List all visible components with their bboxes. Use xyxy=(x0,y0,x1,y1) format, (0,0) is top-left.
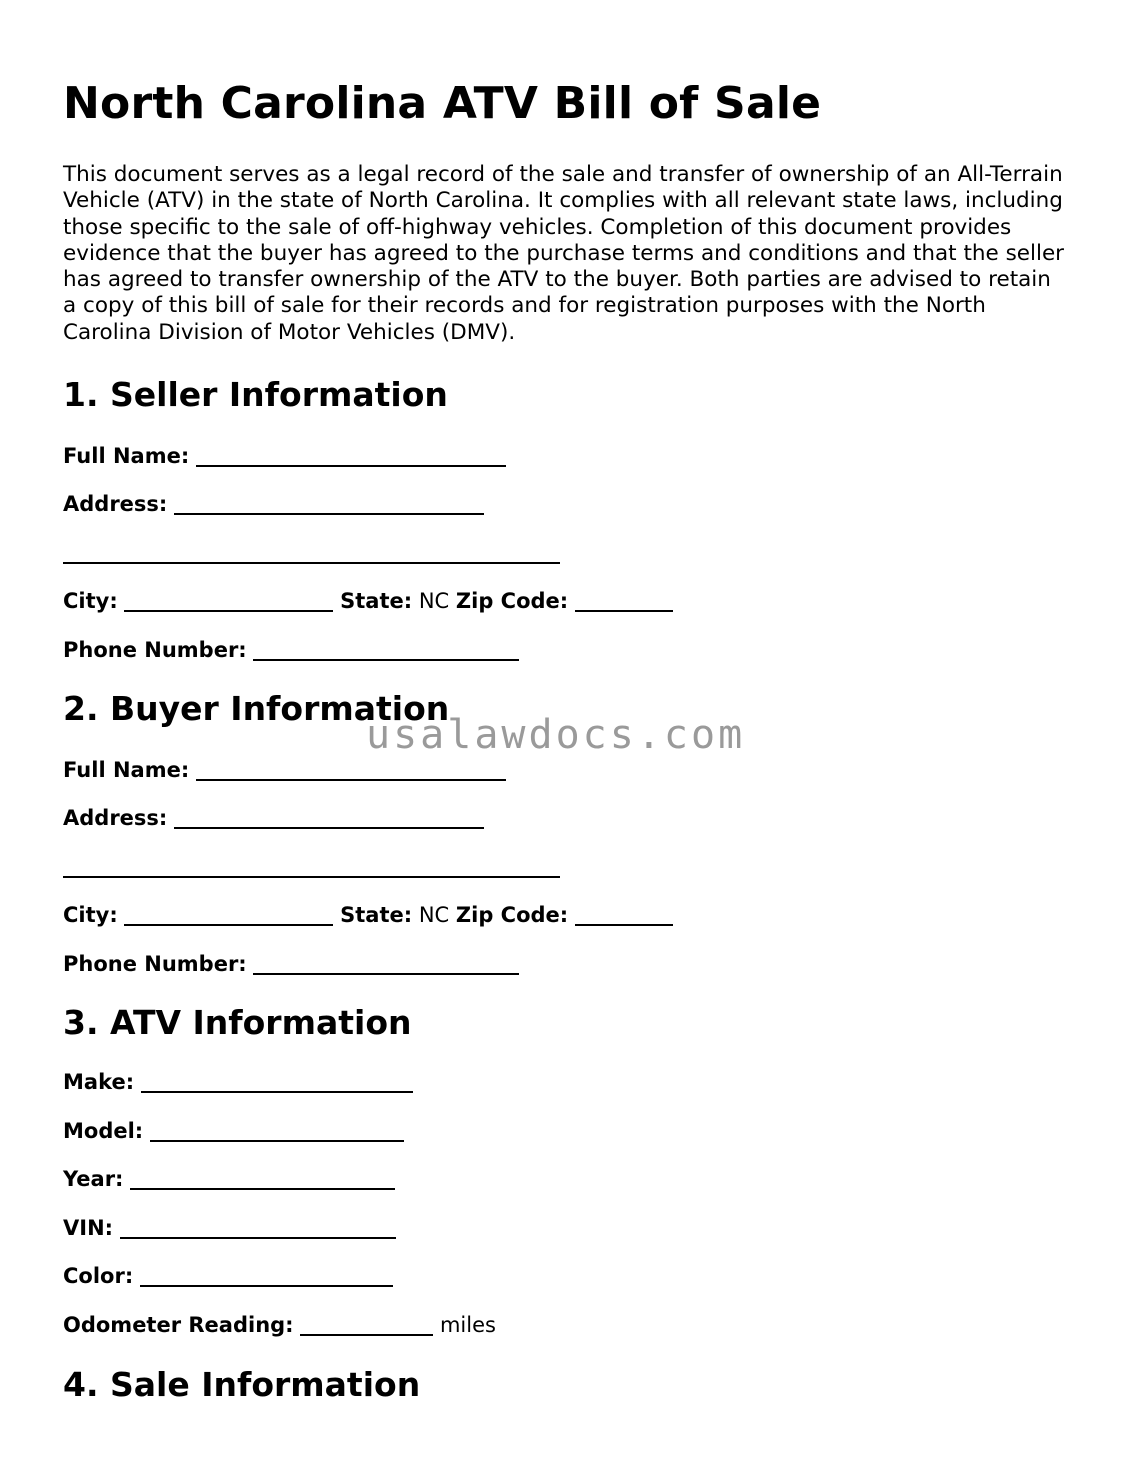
buyer-address-label: Address: xyxy=(63,806,168,830)
sale-section-heading: 4. Sale Information xyxy=(63,1365,421,1404)
atv-year-label: Year: xyxy=(63,1167,124,1191)
buyer-state-label: State: xyxy=(340,903,413,927)
atv-model-field xyxy=(63,1118,404,1144)
seller-phone-field xyxy=(63,637,519,663)
atv-vin-input[interactable] xyxy=(120,1217,396,1239)
seller-city-input[interactable] xyxy=(124,590,333,612)
buyer-zip-input[interactable] xyxy=(575,904,673,926)
buyer-full-name-field xyxy=(63,757,506,783)
atv-color-input[interactable] xyxy=(140,1265,393,1287)
seller-address-line2-input[interactable] xyxy=(63,542,560,564)
seller-state-label: State: xyxy=(340,589,413,613)
buyer-state-value: NC xyxy=(418,903,450,927)
atv-make-input[interactable] xyxy=(141,1071,413,1093)
seller-address-label: Address: xyxy=(63,492,168,516)
buyer-city-label: City: xyxy=(63,903,118,927)
seller-address-line2-field xyxy=(63,540,560,566)
buyer-phone-label: Phone Number: xyxy=(63,952,247,976)
atv-color-label: Color: xyxy=(63,1264,134,1288)
seller-full-name-label: Full Name: xyxy=(63,444,190,468)
buyer-full-name-label: Full Name: xyxy=(63,758,190,782)
seller-state-value: NC xyxy=(418,589,450,613)
atv-vin-label: VIN: xyxy=(63,1216,114,1240)
atv-make-field xyxy=(63,1069,413,1095)
atv-odometer-label: Odometer Reading: xyxy=(63,1313,294,1337)
seller-full-name-input[interactable] xyxy=(196,445,506,467)
seller-zip-label: Zip Code: xyxy=(455,589,569,613)
intro-paragraph: This document serves as a legal record of the sale and transfer of ownership of an All-Terrain Vehicle (ATV) in the state of North Carolina. It complies with all relevant state laws, including those specific to the sale of off-highway vehicles. Completion of this document provides evidence that the buyer has agreed to the purchase terms and conditions and that the seller has agreed to transfer ownership of the ATV to the buyer. Both parties are advised to retain a copy of this bill of sale for their records and for registration purposes with the North Carolina Division of Motor Vehicles (DMV). xyxy=(63,162,1065,345)
buyer-address-line2-input[interactable] xyxy=(63,856,560,878)
seller-city-state-zip-field xyxy=(63,588,673,614)
atv-year-input[interactable] xyxy=(130,1168,395,1190)
buyer-address-line2-field xyxy=(63,854,560,880)
seller-full-name-field xyxy=(63,443,506,469)
atv-model-input[interactable] xyxy=(150,1120,404,1142)
atv-odometer-unit: miles xyxy=(439,1313,496,1337)
seller-address-input[interactable] xyxy=(174,493,484,515)
atv-year-field xyxy=(63,1166,395,1192)
page-title: North Carolina ATV Bill of Sale xyxy=(63,78,822,129)
buyer-phone-input[interactable] xyxy=(253,953,519,975)
seller-city-label: City: xyxy=(63,589,118,613)
atv-model-label: Model: xyxy=(63,1119,144,1143)
atv-color-field xyxy=(63,1263,393,1289)
buyer-section-heading: 2. Buyer Information xyxy=(63,689,450,728)
atv-section-heading: 3. ATV Information xyxy=(63,1003,412,1042)
buyer-full-name-input[interactable] xyxy=(196,759,506,781)
watermark: usalawdocs.com xyxy=(366,712,746,758)
seller-section-heading: 1. Seller Information xyxy=(63,375,448,414)
atv-vin-field xyxy=(63,1215,396,1241)
buyer-zip-label: Zip Code: xyxy=(455,903,569,927)
buyer-city-input[interactable] xyxy=(124,904,333,926)
buyer-city-state-zip-field xyxy=(63,902,673,928)
seller-address-field xyxy=(63,491,484,517)
atv-odometer-field xyxy=(63,1312,496,1338)
seller-phone-input[interactable] xyxy=(253,639,519,661)
buyer-address-field xyxy=(63,805,484,831)
seller-phone-label: Phone Number: xyxy=(63,638,247,662)
buyer-address-input[interactable] xyxy=(174,807,484,829)
seller-zip-input[interactable] xyxy=(575,590,673,612)
buyer-phone-field xyxy=(63,951,519,977)
atv-make-label: Make: xyxy=(63,1070,135,1094)
atv-odometer-input[interactable] xyxy=(300,1314,433,1336)
